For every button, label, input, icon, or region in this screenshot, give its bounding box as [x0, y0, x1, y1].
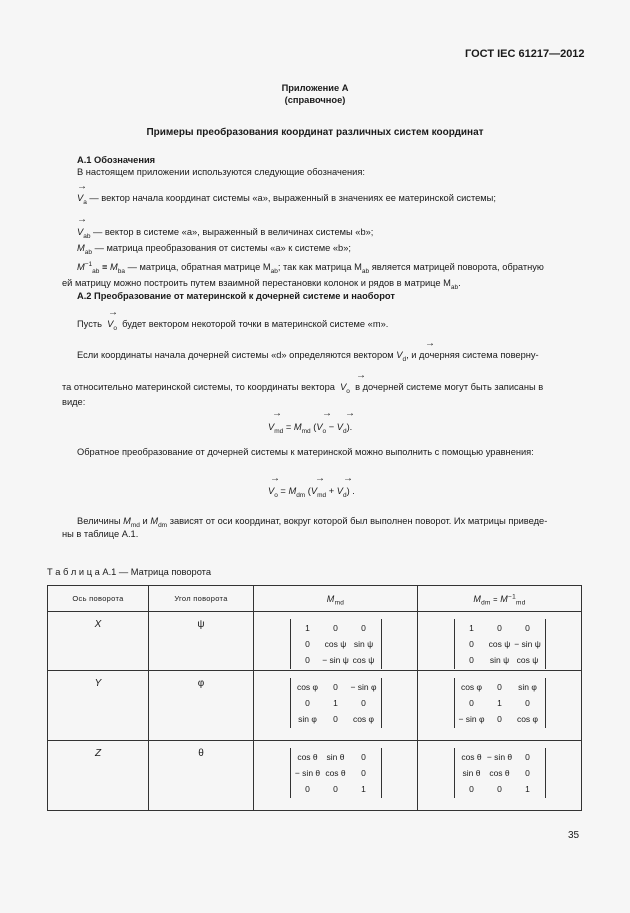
paragraph-rotated: та относительно материнской системы, то координаты вектора $V_o$ в дочерней системе могут быть записаны в — [62, 382, 544, 395]
page-number: 35 — [568, 830, 580, 841]
header-mmd: $M_{md}$ — [254, 586, 418, 612]
matrix-row — [294, 695, 378, 711]
vector-arrow: → — [356, 370, 366, 381]
matrix-cell: 0 — [525, 768, 530, 778]
matrix-cell: 0 — [469, 784, 474, 794]
matrix-row — [294, 781, 378, 797]
matrix-cell: − sin ψ — [514, 639, 541, 649]
matrix-cell: 0 — [305, 698, 310, 708]
doc-title: Примеры преобразования координат различных систем координат — [146, 127, 484, 138]
matrix-cell: cos φ — [352, 714, 375, 724]
table-row — [48, 612, 582, 671]
matrix-row — [294, 636, 378, 652]
table-caption: Т а б л и ц а А.1 — Матрица поворота — [47, 567, 211, 577]
definition-mab: $M_{ab}$ — матрица преобразования от системы «а» к системе «b»; — [77, 243, 351, 256]
matrix-cell: 0 — [469, 639, 474, 649]
vector-arrow: → — [315, 473, 325, 484]
matrix-cell: − sin φ — [350, 682, 377, 692]
header-mdm: $M_{dm} = M^{-1}_{md}$ — [418, 586, 582, 612]
matrix-row — [294, 749, 378, 765]
matrix-row — [458, 781, 542, 797]
matrix-cell: 0 — [525, 698, 530, 708]
definition-inverse-cont: ей матрицу можно построить путем взаимной перестановки колонок и рядов в матрице $M_{ab}$. — [62, 278, 461, 291]
vector-arrow: → — [272, 408, 282, 419]
matrix-dm — [454, 748, 546, 798]
standard-code: ГОСТ IEC 61217—2012 — [465, 48, 585, 60]
section-a1-intro: В настоящем приложении используются следующие обозначения: — [77, 167, 365, 177]
matrix-cell: cos φ — [296, 682, 319, 692]
matrix-cell: 0 — [305, 639, 310, 649]
matrix-cell: 0 — [333, 623, 338, 633]
vector-arrow: → — [270, 473, 280, 484]
matrix-row — [458, 765, 542, 781]
paragraph-values: Величины $M_{md}$ и $M_{dm}$ зависят от оси координат, вокруг которой был выполнен поворот. Их матрицы приведе- — [77, 516, 548, 529]
matrix-cell: cos ψ — [488, 639, 511, 649]
matrix-cell: 0 — [333, 714, 338, 724]
matrix-md — [290, 678, 382, 728]
table-row — [48, 671, 582, 741]
vector-arrow: → — [343, 473, 353, 484]
vector-arrow: → — [345, 408, 355, 419]
matrix-cell: sin φ — [298, 714, 317, 724]
matrix-cell: 1 — [305, 623, 310, 633]
matrix-row — [458, 636, 542, 652]
vector-arrow: → — [425, 338, 435, 349]
matrix-cell: sin ψ — [353, 639, 374, 649]
matrix-cell: 0 — [497, 714, 502, 724]
equation-inverse: $V_o = M_{dm}$ $(V_{md} + V_d)$ . — [268, 486, 355, 499]
equation-forward: $V_{md} = M_{md}$ $(V_o - V_d)$. — [268, 422, 353, 435]
matrix-cell: cos θ — [489, 768, 510, 778]
matrix-cell: cos θ — [297, 752, 318, 762]
table-header-row — [48, 586, 582, 612]
matrix-cell: − sin θ — [486, 752, 513, 762]
matrix-cell: − sin ψ — [322, 655, 349, 665]
definition-va: $V_a$ — вектор начала координат системы «а», выраженный в значениях ее материнской системы; — [77, 193, 496, 206]
angle-cell: ψ — [197, 619, 205, 630]
paragraph-let: Пусть $V_o$ будет вектором некоторой точки в материнской системе «m». — [77, 319, 389, 332]
annex-title: Приложение А — [281, 83, 349, 93]
vector-arrow: → — [77, 214, 87, 225]
matrix-cell: − sin φ — [458, 714, 485, 724]
matrix-row — [458, 652, 542, 668]
matrix-cell: sin ψ — [489, 655, 510, 665]
header-angle: Угол поворота — [149, 586, 254, 612]
vector-arrow: → — [322, 408, 332, 419]
vector-arrow: → — [108, 307, 118, 318]
definition-vab: $V_{ab}$ — вектор в системе «а», выраженный в величинах системы «b»; — [77, 227, 374, 240]
table-row — [48, 741, 582, 811]
matrix-cell: 0 — [469, 655, 474, 665]
matrix-cell: 1 — [361, 784, 366, 794]
matrix-cell: 0 — [497, 784, 502, 794]
matrix-row — [458, 695, 542, 711]
matrix-row — [458, 679, 542, 695]
matrix-cell: 0 — [525, 752, 530, 762]
paragraph-if: Если координаты начала дочерней системы «d» определяются вектором $V_d$, и дочерняя система поверну- — [77, 350, 539, 363]
matrix-cell: 1 — [497, 698, 502, 708]
paragraph-values-cont: ны в таблице А.1. — [62, 529, 139, 539]
matrix-cell: 0 — [305, 784, 310, 794]
matrix-cell: 0 — [333, 784, 338, 794]
matrix-cell: cos ψ — [516, 655, 539, 665]
matrix-dm — [454, 619, 546, 669]
header-axis: Ось поворота — [48, 586, 149, 612]
matrix-cell: 1 — [333, 698, 338, 708]
angle-cell: θ — [198, 748, 204, 759]
matrix-row — [458, 711, 542, 727]
paragraph-inverse: Обратное преобразование от дочерней системы к материнской можно выполнить с помощью уравнения: — [77, 447, 534, 457]
matrix-cell: cos φ — [516, 714, 539, 724]
axis-cell: X — [94, 619, 102, 630]
matrix-row — [458, 749, 542, 765]
matrix-row — [458, 620, 542, 636]
matrix-md — [290, 748, 382, 798]
matrix-cell: sin θ — [462, 768, 481, 778]
axis-cell: Y — [94, 678, 102, 689]
matrix-cell: cos ψ — [324, 639, 347, 649]
matrix-cell: sin θ — [326, 752, 345, 762]
definition-inverse: $M^{-1}_{ab} \equiv M_{ba}$ — матрица, обратная матрице $M_{ab}$; так как матрица $M_{ab}$ является матрицей поворота, обратную — [77, 260, 544, 275]
paragraph-view: виде: — [62, 397, 86, 407]
matrix-row — [294, 620, 378, 636]
matrix-md — [290, 619, 382, 669]
section-a2-heading: А.2 Преобразование от материнской к дочерней системе и наоборот — [77, 291, 395, 301]
matrix-cell: cos θ — [325, 768, 346, 778]
matrix-cell: cos θ — [461, 752, 482, 762]
matrix-row — [294, 765, 378, 781]
matrix-row — [294, 711, 378, 727]
matrix-row — [294, 652, 378, 668]
matrix-cell: 0 — [333, 682, 338, 692]
axis-cell: Z — [94, 748, 102, 759]
matrix-cell: cos φ — [460, 682, 483, 692]
matrix-dm — [454, 678, 546, 728]
annex-subtitle: (справочное) — [284, 95, 346, 105]
matrix-cell: 0 — [497, 682, 502, 692]
matrix-cell: 0 — [469, 698, 474, 708]
section-a1-heading: А.1 Обозначения — [77, 155, 156, 165]
matrix-row — [294, 679, 378, 695]
matrix-cell: sin φ — [518, 682, 537, 692]
matrix-cell: 0 — [361, 752, 366, 762]
vector-arrow: → — [77, 181, 87, 192]
matrix-cell: 1 — [525, 784, 530, 794]
rotation-matrix-table — [47, 585, 582, 811]
matrix-cell: 0 — [361, 768, 366, 778]
matrix-cell: − sin θ — [294, 768, 321, 778]
matrix-cell: 0 — [361, 698, 366, 708]
matrix-cell: 0 — [497, 623, 502, 633]
matrix-cell: cos ψ — [352, 655, 375, 665]
matrix-cell: 1 — [469, 623, 474, 633]
matrix-cell: 0 — [361, 623, 366, 633]
angle-cell: φ — [197, 678, 205, 689]
matrix-cell: 0 — [305, 655, 310, 665]
matrix-cell: 0 — [525, 623, 530, 633]
